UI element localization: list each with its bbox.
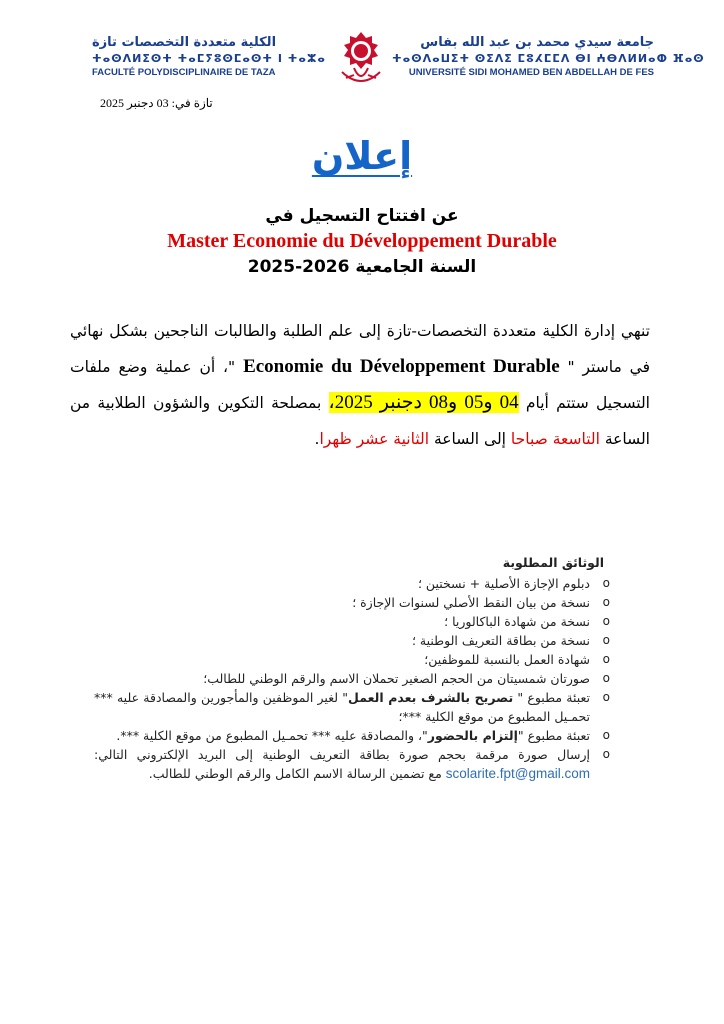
faculty-name-tifinagh: ⵜⴰⵙⴷⵍⵉⵙⵜ ⵜⴰⵎⵢⵓⵙⵎⴰⵙⵜ ⵏ ⵜⴰⵣⴰ <box>92 52 326 65</box>
list-item: o نسخة من بطاقة التعريف الوطنية ؛ <box>411 633 610 648</box>
university-name-tifinagh: ⵜⴰⵙⴷⴰⵡⵉⵜ ⵙⵉⴷⵉ ⵎⵓⵃⵎⵎⴷ ⴱⵏ ⵄⴱⴷⵍⵍⴰⵀ ⴼⴰⵙ <box>392 52 705 65</box>
academic-year: السنة الجامعية 2026-2025 <box>247 257 477 277</box>
required-documents <box>94 553 614 783</box>
email-link[interactable]: scolarite.fpt@gmail.com <box>445 766 590 781</box>
title-line-1: عن افتتاح التسجيل في <box>265 206 459 226</box>
faculty-name-french: FACULTÉ POLYDISCIPLINAIRE DE TAZA <box>92 67 276 78</box>
university-name-arabic: جامعة سيدي محمد بن عبد الله بفاس <box>420 35 654 50</box>
list-item: o نسخة من شهادة الباكالوريا ؛ <box>444 614 610 629</box>
list-item: o تعبئة مطبوع " تصريح بالشرف بعدم العمل" لغير الموظفين والمأجورين والمصادقة عليه *** تحمـيل المطبوع من موقع الكلية ***؛ <box>94 690 610 724</box>
university-name-french: UNIVERSITÉ SIDI MOHAMED BEN ABDELLAH DE FES <box>408 67 654 78</box>
list-item: o دبلوم الإجازة الأصلية + نسختين ؛ <box>417 576 610 591</box>
registration-dates: 04 و05 و08 دجنبر 2025، <box>328 392 519 413</box>
list-item: o تعبئة مطبوع "إلتزام بالحضور"، والمصادقة عليه *** تحمـيل المطبوع من موقع الكلية ***. <box>116 728 610 743</box>
list-item: o إرسال صورة مرقمة بحجم صورة بطاقة التعريف الوطنية إلى البريد الإلكتروني التالي: scolarite.fpt@gmail.com مع تضمين الرسالة الاسم الكامل والرقم الوطني للطالب. <box>94 747 610 781</box>
documents-heading: الوثائق المطلوبة <box>502 555 604 570</box>
university-header <box>392 34 705 80</box>
master-name: Economie du Développement Durable <box>243 356 560 377</box>
list-item: o نسخة من بيان النقط الأصلي لسنوات الإجازة ؛ <box>352 595 610 610</box>
documents-list <box>94 574 614 783</box>
list-item: o شهادة العمل بالنسبة للموظفين؛ <box>424 652 610 667</box>
list-item: o صورتان شمسيتان من الحجم الصغير تحملان الاسم والرقم الوطني للطالب؛ <box>203 671 610 686</box>
announcement-title: إعلان <box>311 134 413 178</box>
university-logo <box>332 28 390 90</box>
time-start: التاسعة صباحا <box>510 430 600 448</box>
master-title: Master Economie du Développement Durable <box>167 230 557 252</box>
faculty-name-arabic: الكلية متعددة التخصصات تازة <box>92 35 277 50</box>
announcement-paragraph: تنهي إدارة الكلية متعددة التخصصات-تازة إلى علم الطلبة والطالبات الناجحين بشكل نهائي في ماستر " Economie du Développement Durable "، أن عملية وضع ملفات التسجيل ستتم أيام 04 و05 و08 دجنبر 2025، بمصلحة التكوين والشؤون الطلابية من الساعة التاسعة صباحا إلى الساعة الثانية عشر ظهرا. <box>70 322 650 448</box>
document-date: تازة في: 03 دجنبر 2025 <box>100 96 213 110</box>
time-end: الثانية عشر ظهرا <box>319 430 430 448</box>
faculty-header <box>92 34 332 80</box>
